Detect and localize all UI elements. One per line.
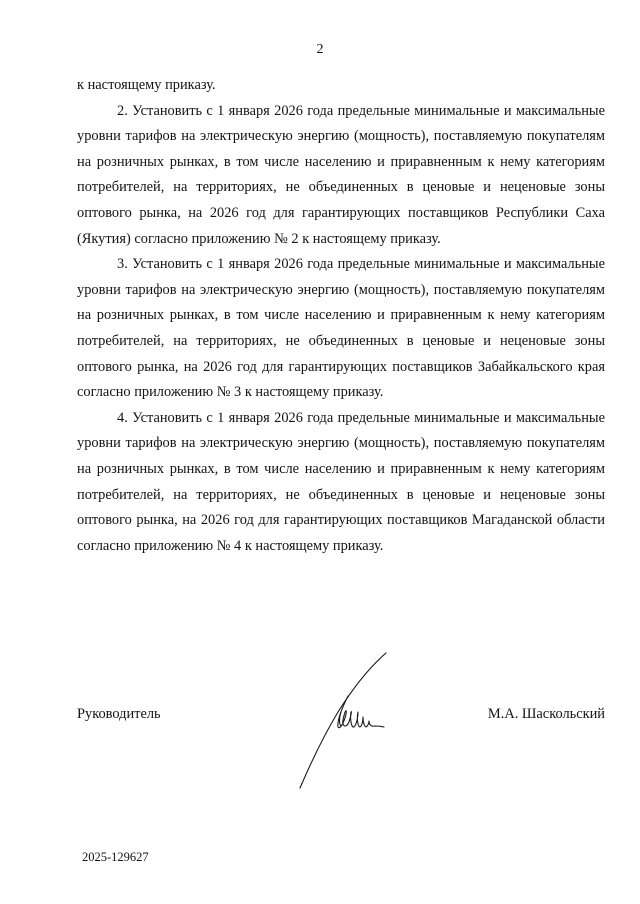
page-number: 2	[316, 42, 324, 57]
paragraph-item-2: 2. Установить с 1 января 2026 года предельные минимальные и максимальные уровни тарифов на электрическую энергию (мощность), поставляемую покупателям на розничных рынках, в том числе населению и приравненным к нему категориям потребителей, на территориях, не объединенных в ценовые и неценовые зоны оптового рынка, на 2026 год для гарантирующих поставщиков Республики Саха (Якутия) согласно приложению № 2 к настоящему приказу.	[77, 102, 605, 247]
paragraph-item-4: 4. Установить с 1 января 2026 года предельные минимальные и максимальные уровни тарифов на электрическую энергию (мощность), поставляемую покупателям на розничных рынках, в том числе населению и приравненным к нему категориям потребителей, на территориях, не объединенных в ценовые и неценовые зоны оптового рынка, на 2026 год для гарантирующих поставщиков Магаданской области согласно приложению № 4 к настоящему приказу.	[77, 409, 605, 554]
intro-fragment: к настоящему приказу.	[77, 77, 216, 93]
signature-block	[77, 706, 605, 732]
document-body	[77, 73, 605, 559]
paragraph-item-3: 3. Установить с 1 января 2026 года предельные минимальные и максимальные уровни тарифов на электрическую энергию (мощность), поставляемую покупателям на розничных рынках, в том числе населению и приравненным к нему категориям потребителей, на территориях, не объединенных в ценовые и неценовые зоны оптового рынка, на 2026 год для гарантирующих поставщиков Забайкальского края согласно приложению № 3 к настоящему приказу.	[77, 256, 605, 401]
document-id: 2025-129627	[82, 850, 149, 864]
signatory-role: Руководитель	[77, 706, 161, 722]
signatory-name: М.А. Шаскольский	[487, 706, 605, 722]
